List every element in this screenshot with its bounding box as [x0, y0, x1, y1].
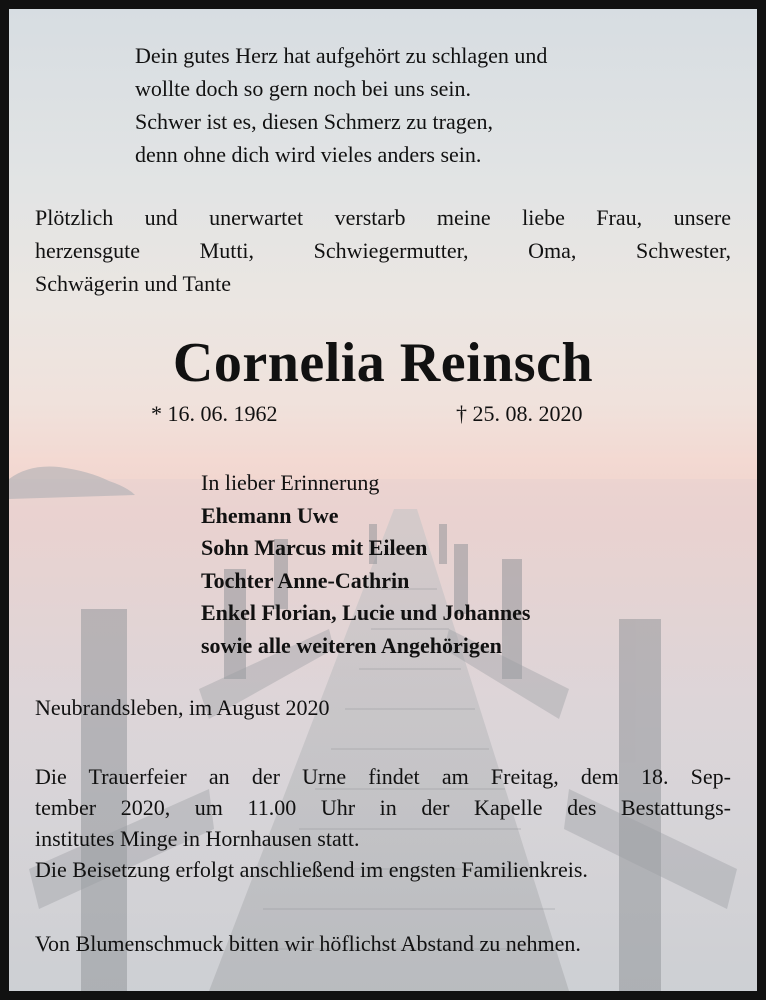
ceremony-line: Die Beisetzung erfolgt anschließend im engsten Familienkreis.	[35, 857, 588, 882]
poem-line: Dein gutes Herz hat aufgehört zu schlagen und	[135, 43, 548, 68]
mourner-entry: Tochter Anne-Cathrin	[201, 567, 410, 593]
obituary-text	[9, 9, 757, 991]
ceremony-line: institutes Minge in Hornhausen statt.	[35, 826, 360, 851]
intro-line: Schwägerin und Tante	[35, 271, 232, 296]
intro-line: Plötzlich und unerwartet verstarb meine liebe Frau, unsere	[35, 205, 731, 230]
ceremony-line: tember 2020, um 11.00 Uhr in der Kapelle des Bestattungs-	[35, 795, 731, 820]
intro-line: herzensgute Mutti, Schwiegermutter, Oma, Schwester,	[35, 238, 731, 263]
death-date: † 25. 08. 2020	[456, 401, 583, 426]
deceased-name: Cornelia Reinsch	[172, 332, 594, 394]
place-and-date: Neubrandsleben, im August 2020	[35, 695, 330, 720]
mourner-entry: Sohn Marcus mit Eileen	[201, 535, 428, 560]
mourners-list	[201, 467, 530, 662]
mourner-entry: Ehemann Uwe	[201, 502, 339, 528]
poem-line: Schwer ist es, diesen Schmerz zu tragen,	[135, 109, 493, 134]
death-announcement-intro	[35, 201, 731, 300]
funeral-ceremony-info	[35, 761, 731, 885]
memorial-poem	[135, 39, 547, 171]
ceremony-line: Die Trauerfeier an der Urne findet am Freitag, dem 18. Sep-	[35, 764, 731, 789]
mourners-heading: In lieber Erinnerung	[201, 470, 380, 495]
mourner-entry: sowie alle weiteren Angehörigen	[201, 632, 502, 658]
poem-line: wollte doch so gern noch bei uns sein.	[135, 76, 472, 101]
mourner-entry: Enkel Florian, Lucie und Johannes	[201, 600, 531, 625]
poem-line: denn ohne dich wird vieles anders sein.	[135, 142, 482, 167]
birth-date: * 16. 06. 1962	[151, 401, 278, 426]
flowers-note: Von Blumenschmuck bitten wir höflichst Abstand zu nehmen.	[35, 931, 581, 956]
